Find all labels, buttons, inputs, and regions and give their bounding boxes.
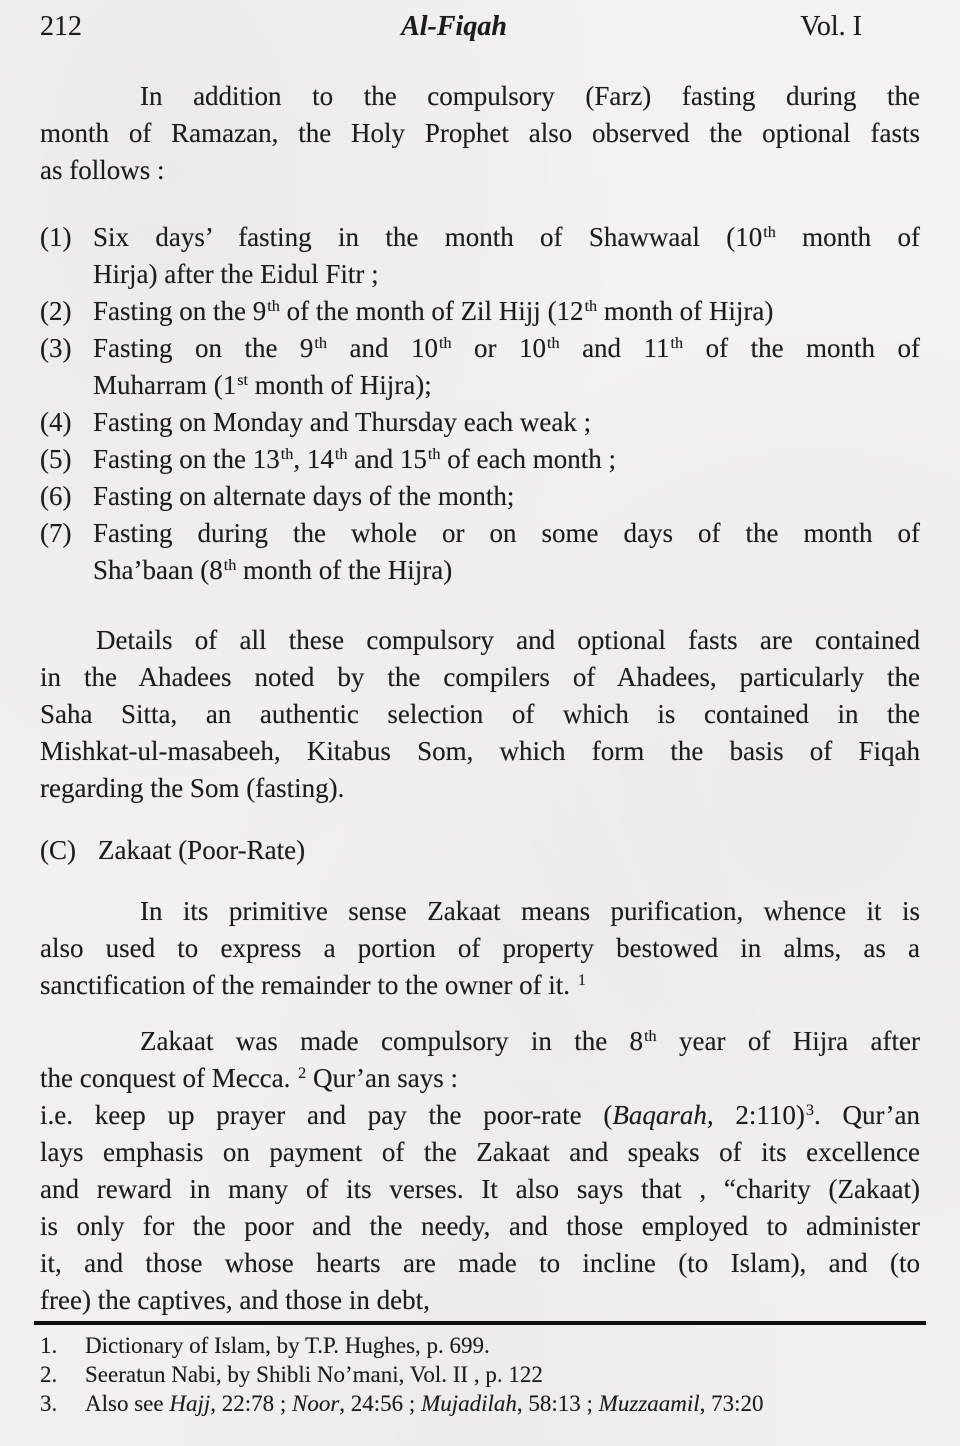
text-line: in the Ahadees noted by the compilers of Ahadees, particularly the bbox=[40, 662, 920, 692]
fasting-list-item bbox=[40, 293, 920, 330]
fasting-list-item-text bbox=[93, 219, 920, 293]
fasting-list-item-text bbox=[93, 478, 920, 515]
text-line: Seeratun Nabi, by Shibli No’mani, Vol. II , p. 122 bbox=[85, 1362, 543, 1387]
footnote-item-number: 3. bbox=[40, 1391, 58, 1416]
text-line: In its primitive sense Zakaat means purification, whence it is bbox=[140, 896, 920, 926]
section-heading-zakaat bbox=[40, 832, 920, 869]
text-line: sanctification of the remainder to the owner of it. $^1$ bbox=[40, 970, 586, 1000]
fasting-list-item-number: (6) bbox=[40, 481, 72, 511]
fasting-list-item-text bbox=[93, 441, 920, 478]
text-line: Sha’baan (8th month of the Hijra) bbox=[93, 555, 453, 585]
text-line: and reward in many of its verses. It also says that , “charity (Zakaat) bbox=[40, 1174, 920, 1204]
text-line: Fasting on Monday and Thursday each weak ; bbox=[93, 407, 592, 437]
fasting-list-item-text bbox=[93, 515, 920, 589]
fasting-list-item-text bbox=[93, 293, 920, 330]
fasting-list-item-number: (5) bbox=[40, 444, 72, 474]
footnote-item-number: 1. bbox=[40, 1333, 58, 1358]
fasting-list-item bbox=[40, 515, 920, 589]
page-number: 212 bbox=[40, 11, 82, 42]
text-line: also used to express a portion of property bestowed in alms, as a bbox=[40, 933, 920, 963]
text-line: Muharram (1st month of Hijra); bbox=[93, 370, 432, 400]
paragraph-intro bbox=[40, 78, 920, 189]
text-line: Fasting on the 9th and 10th or 10th and 11th of the month of bbox=[93, 333, 920, 363]
section-heading-label: Zakaat (Poor-Rate) bbox=[98, 835, 306, 865]
fasting-list-item bbox=[40, 219, 920, 293]
text-line: regarding the Som (fasting). bbox=[40, 773, 345, 803]
fasting-list-item bbox=[40, 441, 920, 478]
footnote-item-text bbox=[85, 1360, 920, 1389]
fasting-list-item-number: (1) bbox=[40, 222, 72, 252]
text-line: the conquest of Mecca. $^2$ Qur’an says : bbox=[40, 1063, 458, 1093]
fasting-list bbox=[40, 219, 920, 589]
footnote-item-number: 2. bbox=[40, 1362, 58, 1387]
footnote-item-text bbox=[85, 1331, 920, 1360]
text-line: In addition to the compulsory (Farz) fasting during the bbox=[140, 81, 920, 111]
text-line: is only for the poor and the needy, and those employed to administer bbox=[40, 1211, 920, 1241]
fasting-list-item-text bbox=[93, 404, 920, 441]
footnote-item bbox=[40, 1360, 920, 1389]
text-line: Fasting on the 13th, 14th and 15th of each month ; bbox=[93, 444, 616, 474]
text-line: Fasting during the whole or on some days of the month of bbox=[93, 518, 920, 548]
text-line: month of Ramazan, the Holy Prophet also observed the optional fasts bbox=[40, 118, 920, 148]
book-title: Al-Fiqah bbox=[401, 11, 507, 42]
fasting-list-item bbox=[40, 478, 920, 515]
text-line: Mishkat-ul-masabeeh, Kitabus Som, which form the basis of Fiqah bbox=[40, 736, 920, 766]
paragraph-zakaat-compulsory bbox=[40, 1023, 920, 1319]
fasting-list-item-number: (7) bbox=[40, 518, 72, 548]
footnotes bbox=[40, 1331, 920, 1418]
text-line: Six days’ fasting in the month of Shawwaal (10th month of bbox=[93, 222, 921, 252]
text-line: as follows : bbox=[40, 155, 165, 185]
page-body bbox=[40, 78, 920, 1418]
footnote-item bbox=[40, 1389, 920, 1418]
text-line: Fasting on alternate days of the month; bbox=[93, 481, 515, 511]
paragraph-details bbox=[40, 622, 920, 807]
paragraph-zakaat-primitive bbox=[40, 893, 920, 1004]
fasting-list-item-number: (2) bbox=[40, 296, 72, 326]
footnote-item-text bbox=[85, 1389, 920, 1418]
text-line: Dictionary of Islam, by T.P. Hughes, p. 699. bbox=[85, 1333, 490, 1358]
footnote-divider bbox=[34, 1321, 926, 1325]
text-line: lays emphasis on payment of the Zakaat and speaks of its excellence bbox=[40, 1137, 920, 1167]
fasting-list-item bbox=[40, 330, 920, 404]
page-header bbox=[40, 10, 920, 44]
fasting-list-item-number: (4) bbox=[40, 407, 72, 437]
fasting-list-item-number: (3) bbox=[40, 333, 72, 363]
text-line: it, and those whose hearts are made to incline (to Islam), and (to bbox=[40, 1248, 920, 1278]
text-line: Fasting on the 9th of the month of Zil Hijj (12th month of Hijra) bbox=[93, 296, 774, 326]
fasting-list-item-text bbox=[93, 330, 920, 404]
text-line: Hirja) after the Eidul Fitr ; bbox=[93, 259, 379, 289]
text-line: Zakaat was made compulsory in the 8th year of Hijra after bbox=[140, 1026, 920, 1056]
text-line: Also see Hajj, 22:78 ; Noor, 24:56 ; Mujadilah, 58:13 ; Muzzaamil, 73:20 bbox=[85, 1391, 764, 1416]
volume-label: Vol. I bbox=[800, 11, 862, 42]
text-line: Details of all these compulsory and optional fasts are contained bbox=[96, 625, 920, 655]
text-line: Saha Sitta, an authentic selection of which is contained in the bbox=[40, 699, 920, 729]
text-line: free) the captives, and those in debt, bbox=[40, 1285, 430, 1315]
fasting-list-item bbox=[40, 404, 920, 441]
footnote-item bbox=[40, 1331, 920, 1360]
text-line: i.e. keep up prayer and pay the poor-rate (Baqarah, 2:110)$^3$. Qur’an bbox=[40, 1100, 921, 1130]
section-heading-prefix: (C) bbox=[40, 835, 76, 865]
